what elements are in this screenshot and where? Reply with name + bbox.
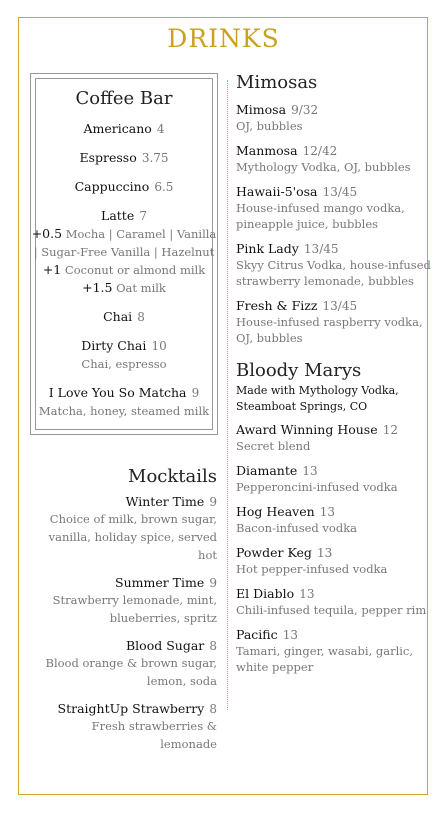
mimosas-heading: Mimosas <box>236 72 318 93</box>
menu-item-latte <box>31 206 217 297</box>
item-name: Chai <box>103 309 133 324</box>
item-name: Hawaii-5'osa <box>236 184 318 199</box>
item-name: Espresso <box>79 150 137 165</box>
item-description: Fresh strawberries & lemonade <box>91 719 217 751</box>
latte-addon <box>31 279 217 297</box>
item-price: 12/42 <box>302 144 338 158</box>
right-column <box>236 72 431 683</box>
item-price: 7 <box>139 209 147 223</box>
item-price: 9/32 <box>291 103 319 117</box>
item-name: Manmosa <box>236 143 298 158</box>
menu-item-el-diablo <box>236 585 431 618</box>
bloody-marys-section <box>236 360 431 675</box>
item-price: 13/45 <box>303 242 339 256</box>
item-name: Diamante <box>236 463 298 478</box>
item-name: Cappuccino <box>74 179 150 194</box>
menu-item-hog-heaven <box>236 503 431 536</box>
item-name: StraightUp Strawberry <box>57 701 205 716</box>
item-description: House-infused raspberry vodka, OJ, bubbles <box>236 315 423 345</box>
item-name: Pacific <box>236 627 278 642</box>
menu-item-chai <box>31 307 217 326</box>
addon-price: +1.5 <box>82 280 113 295</box>
menu-item-manmosa <box>236 142 431 175</box>
addon-text: Coconut or almond milk <box>64 263 206 277</box>
item-name: Mimosa <box>236 102 287 117</box>
menu-item-straightup-strawberry <box>36 700 217 753</box>
item-price: 13/45 <box>322 185 358 199</box>
mocktails-section <box>36 466 217 763</box>
item-description: House-infused mango vodka, pineapple juice, bubbles <box>236 201 405 231</box>
item-description: Matcha, honey, steamed milk <box>38 404 210 418</box>
item-description: Chai, espresso <box>81 357 167 371</box>
item-name: Winter Time <box>125 494 205 509</box>
menu-item-summer-time <box>36 574 217 627</box>
menu-item-powder-keg <box>236 544 431 577</box>
item-description: OJ, bubbles <box>236 119 303 133</box>
menu-item-espresso <box>31 148 217 167</box>
item-price: 9 <box>209 495 217 509</box>
item-price: 6.5 <box>154 180 174 194</box>
item-price: 8 <box>137 310 145 324</box>
item-name: Latte <box>101 208 135 223</box>
item-name: Fresh & Fizz <box>236 298 318 313</box>
item-description: Skyy Citrus Vodka, house-infused strawberry lemonade, bubbles <box>236 258 431 288</box>
item-name: I Love You So Matcha <box>48 385 187 400</box>
item-description: Choice of milk, brown sugar, vanilla, holiday spice, served hot <box>48 512 217 562</box>
item-price: 13/45 <box>322 299 358 313</box>
item-price: 13 <box>302 464 318 478</box>
item-price: 13 <box>319 505 336 519</box>
menu-item-cappuccino <box>31 177 217 196</box>
item-price: 13 <box>316 546 333 560</box>
item-price: 13 <box>282 628 299 642</box>
addon-price: +1 <box>42 262 62 277</box>
item-description: Strawberry lemonade, mint, blueberries, spritz <box>52 593 217 625</box>
item-price: 13 <box>299 587 315 601</box>
item-description: Secret blend <box>236 439 311 453</box>
menu-item-americano <box>31 119 217 138</box>
menu-item-matcha <box>31 383 217 420</box>
item-description: Pepperoncini-infused vodka <box>236 480 398 494</box>
item-description: Bacon-infused vodka <box>236 521 358 535</box>
item-price: 9 <box>209 576 217 590</box>
item-name: Award Winning House <box>236 422 378 437</box>
item-name: Powder Keg <box>236 545 312 560</box>
item-price: 10 <box>151 339 167 353</box>
item-name: Blood Sugar <box>126 638 205 653</box>
item-description: Hot pepper-infused vodka <box>236 562 388 576</box>
addon-text: Oat milk <box>116 281 166 295</box>
item-name: Pink Lady <box>236 241 299 256</box>
item-description: Chili-infused tequila, pepper rim <box>236 603 427 617</box>
menu-item-pink-lady <box>236 240 431 289</box>
menu-item-diamante <box>236 462 431 495</box>
item-name: Summer Time <box>115 575 205 590</box>
page-title: DRINKS <box>167 24 280 53</box>
column-divider <box>227 80 228 710</box>
coffee-bar-heading: Coffee Bar <box>75 88 173 109</box>
latte-addon <box>31 261 217 279</box>
item-price: 12 <box>382 423 398 437</box>
item-price: 8 <box>209 639 217 653</box>
item-name: Dirty Chai <box>81 338 147 353</box>
coffee-bar-panel <box>30 73 218 435</box>
addon-text: Mocha | Caramel | Vanilla | Sugar-Free Vanilla | Hazelnut <box>33 227 217 259</box>
item-description: Mythology Vodka, OJ, bubbles <box>236 160 411 174</box>
addon-price: +0.5 <box>31 226 63 241</box>
menu-item-award-winning-house <box>236 421 431 454</box>
item-price: 9 <box>191 386 200 400</box>
menu-item-blood-sugar <box>36 637 217 690</box>
item-price: 4 <box>156 122 165 136</box>
menu-item-winter-time <box>36 493 217 564</box>
latte-addon <box>31 225 217 261</box>
menu-item-fresh-and-fizz <box>236 297 431 346</box>
item-name: Americano <box>83 121 152 136</box>
menu-item-mimosa <box>236 101 431 134</box>
item-name: El Diablo <box>236 586 295 601</box>
item-description: Tamari, ginger, wasabi, garlic, white pepper <box>236 644 414 674</box>
item-name: Hog Heaven <box>236 504 315 519</box>
item-description: Blood orange & brown sugar, lemon, soda <box>45 656 217 688</box>
bloody-marys-heading: Bloody Marys <box>236 360 362 381</box>
item-price: 8 <box>209 702 217 716</box>
menu-item-hawaii-5osa <box>236 183 431 232</box>
menu-item-pacific <box>236 626 431 675</box>
mocktails-heading: Mocktails <box>128 466 217 487</box>
item-price: 3.75 <box>141 151 169 165</box>
menu-item-dirty-chai <box>31 336 217 373</box>
bloody-marys-subheading: Made with Mythology Vodka, Steamboat Springs, CO <box>236 384 399 413</box>
